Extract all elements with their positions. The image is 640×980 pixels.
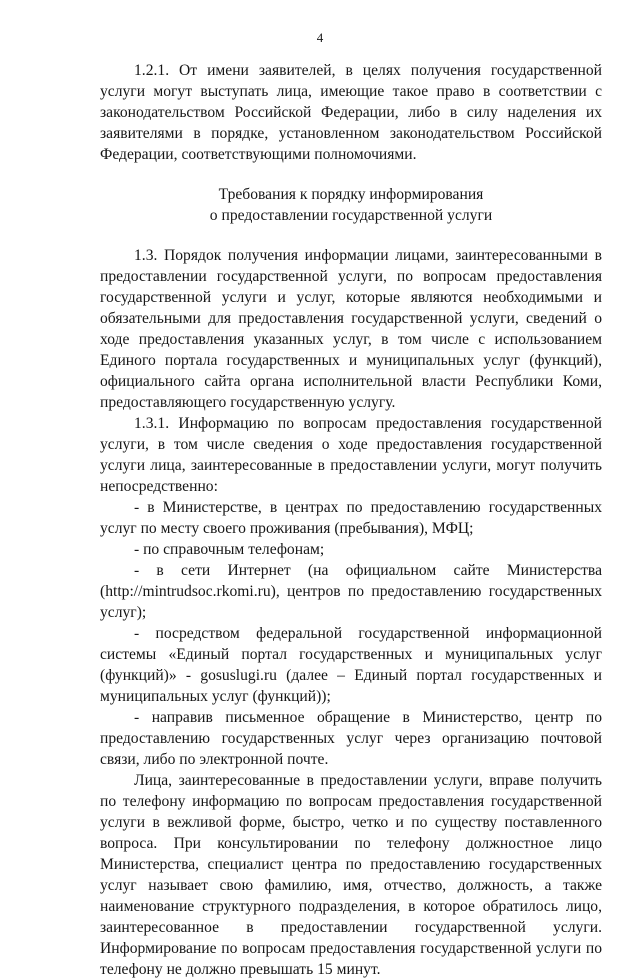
list-item-ministry: - в Министерстве, в центрах по предоставлению государственных услуг по месту своего проживания (пребывания), МФЦ;: [100, 499, 602, 537]
paragraph-1-3: 1.3. Порядок получения информации лицами, заинтересованными в предоставлении государственной услуги, по вопросам предоставления государственной услуги и услуг, которые являются необходимыми и обязательными для предоставления государственной услуги, сведений о ходе предоставления указанных услуг, в том числе с использованием Единого портала государственных и муниципальных услуг (функций), официального сайта органа исполнительной власти Республики Коми, предоставляющего государственную услугу.: [100, 247, 602, 411]
section-heading-line-2: о предоставлении государственной услуги: [209, 207, 493, 224]
paragraph-phone-consultation: Лица, заинтересованные в предоставлении услуги, вправе получить по телефону информацию по вопросам предоставления государственной услуги в вежливой форме, быстро, четко и по существу поставленного вопроса. При консультировании по телефону должностное лицо Министерства, специалист центра по предоставлению государственных услуг называет свою фамилию, имя, отчество, должность, а также наименование структурного подразделения, в которое обратилось лицо, заинтересованное в предоставлении государственной услуги. Информирование по вопросам предоставления государственной услуги по телефону не должно превышать 15 минут.: [100, 772, 602, 978]
list-item-phones: - по справочным телефонам;: [134, 541, 325, 558]
section-heading: [100, 184, 602, 226]
page-number: 4: [316, 30, 324, 45]
list-item-written-request: - направив письменное обращение в Министерство, центр по предоставлению государственных услуг через организацию почтовой связи, либо по электронной почте.: [100, 709, 602, 768]
list-item-internet: - в сети Интернет (на официальном сайте Министерства (http://mintrudsoc.rkomi.ru), центров по предоставлению государственных услуг);: [100, 562, 602, 621]
document-body: [100, 60, 602, 980]
section-heading-line-1: Требования к порядку информирования: [218, 186, 484, 203]
paragraph-1-2-1: 1.2.1. От имени заявителей, в целях получения государственной услуги могут выступать лица, имеющие такое право в соответствии с законодательством Российской Федерации, либо в силу наделения их заявителями в порядке, установленном законодательством Российской Федерации, соответствующими полномочиями.: [100, 62, 602, 163]
paragraph-1-3-1: 1.3.1. Информацию по вопросам предоставления государственной услуги, в том числе сведения о ходе предоставления государственной услуги лица, заинтересованные в предоставлении услуги, могут получить непосредственно:: [100, 415, 602, 495]
list-item-federal-portal: - посредством федеральной государственной информационной системы «Единый портал государственных и муниципальных услуг (функций)» - gosuslugi.ru (далее – Единый портал государственных и муниципальных услуг (функций));: [100, 625, 602, 705]
